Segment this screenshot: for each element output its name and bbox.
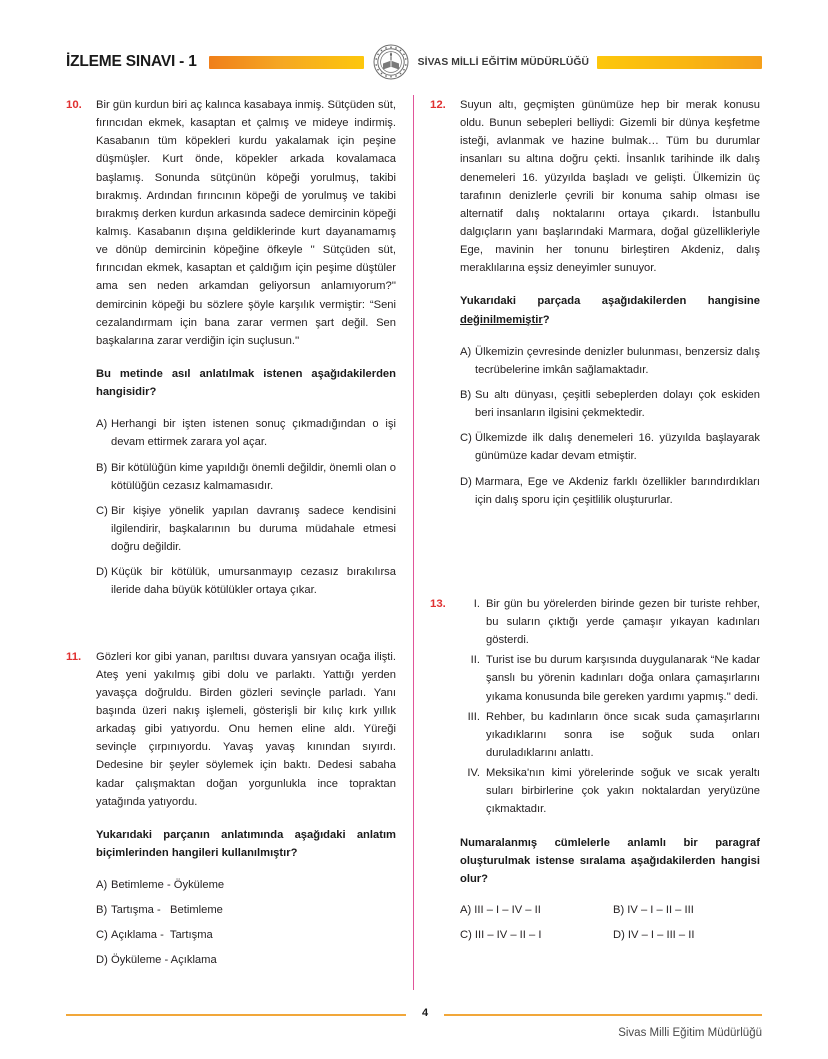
option-c-letter: C) [96, 504, 108, 517]
left-column [66, 96, 396, 970]
option-d-text: Öyküleme - Açıklama [111, 954, 217, 967]
option-b-letter: B) [460, 388, 472, 401]
question-12-stem-suffix: ? [542, 313, 550, 326]
right-column [430, 96, 760, 944]
question-11-stem: Yukarıdaki parçanın anlatımında aşağıdaki anlatım biçimlerinden hangileri kullanılmıştır? [96, 828, 396, 859]
option-d-text: Marmara, Ege ve Akdeniz farklı özellikler barındırdıkları için dalış sporu için çeşitlilik oluştururlar. [475, 475, 760, 506]
question-10-options [96, 415, 396, 599]
question-13-options [460, 902, 760, 944]
option-d[interactable] [96, 951, 396, 969]
option-b-text: Tartışma - Betimleme [111, 904, 223, 917]
page-header [66, 42, 762, 82]
footer-rule-right [444, 1014, 762, 1016]
roman-label-iii: III. [467, 710, 480, 723]
option-a[interactable] [96, 876, 396, 894]
option-d-text: Küçük bir kötülük, umursanmayıp cezasız bırakılırsa ileride daha büyük kötülükler ortaya çıkar. [111, 566, 396, 597]
option-b-letter: B) [96, 904, 108, 917]
option-b[interactable] [96, 459, 396, 495]
question-12-passage: Suyun altı, geçmişten günümüze hep bir merak konusu oldu. Bunun sebepleri belliydi: Gizemli bir dünya keşfetme isteği, avlanmak ve hazine bulmak… Tüm bu durumlar insanları su altına doğru çekti. İnsanlık tarihinde ilk dalış denemeleri 16. yüzyılda başladı ve gelişti. Ülkemizin üç tarafının denizlerle çevrili bir konuma sahip olması ise alternatif dalış noktalarını ortaya çıkardı. İstanbullu dalgıçların yanı başlarındaki Marmara, doğal güzellikleriyle Ege, mavinin her tonunu birleştiren Akdeniz, dalış meraklılarına eşsiz deneyimler sunuyor. [460, 99, 760, 275]
option-d-letter: D) [96, 954, 108, 967]
option-c[interactable] [96, 502, 396, 556]
question-10-passage: Bir gün kurdun biri aç kalınca kasabaya inmiş. Sütçüden süt, fırıncıdan ekmek, kasaptan et çalmış ve mideye indirmiş. Kasabanın tüm köpekleri kurdu yakalamak için peşine düşmüşler. Kurt önde, köpekler arkada kovalamaca başlamış. Sonunda sütçünün köpeği yorulmuş, takibi bırakmış. Ardından fırıncının köpeği de yorulmuş ve takibi bırakmış derken kurdun arkasında sadece demircinin köpeği kalmış. Kasabanın dışına geldiklerinde kurt dayanamamış ve dönüp demircinin köpeğine öfkeyle '' Sütçüden süt, fırıncıdan ekmek, kasaptan et çaldığım için peşime düştüler ama sen neden arkamdan geliyorsun anlamıyorum?'' demircinin köpeği bu sözlere şöyle karşılık vermiştir: “Seni cezalandırmam için bana zarar vermen şart değil. Sen başkalarına zarar verdiğin için suçlusun.'' [96, 99, 396, 347]
option-b-text: Su altı dünyası, çeşitli sebeplerden dolayı çok eskiden beri insanların ilgisini çekmektedir. [475, 388, 760, 420]
roman-label-ii: II. [470, 654, 480, 667]
roman-text-ii: Turist ise bu durum karşısında duygulanarak “Ne kadar şanslı bu yörenin kadınları doğa onlara çamaşırlarını yıkama konusunda bile gereken yardımı yapmış.'' dedi. [486, 654, 760, 703]
option-b[interactable]: B) IV – I – II – III [613, 903, 694, 916]
question-13-stem: Numaralanmış cümlelerle anlamlı bir paragraf oluşturulmak istense sıralama aşağıdakilerden hangisi olur? [460, 836, 760, 885]
option-a[interactable] [460, 343, 760, 379]
footer-rule-left [66, 1014, 406, 1016]
option-a-text: Ülkemizin çevresinde denizler bulunması, benzersiz dalış tecrübelerine imkân sağlamaktadır. [475, 345, 760, 376]
option-b[interactable] [460, 386, 760, 422]
question-12-options [460, 343, 760, 509]
option-a-letter: A) [96, 418, 108, 431]
header-gradient-bar-left [209, 56, 364, 69]
page-number: 4 [421, 1007, 429, 1019]
question-10 [66, 96, 396, 600]
option-b[interactable] [96, 901, 396, 919]
option-a-letter: A) [96, 879, 108, 892]
list-item [460, 708, 760, 762]
meb-emblem-logo-icon [368, 44, 414, 80]
option-c-text: Ülkemizde ilk dalış denemeleri 16. yüzyılda başlayarak günümüze kadar devam etmiştir. [475, 432, 760, 463]
header-gradient-bar-right [597, 56, 762, 69]
option-a[interactable] [96, 415, 396, 451]
option-c-letter: C) [96, 929, 108, 942]
list-item [460, 595, 760, 649]
question-10-stem: Bu metinde asıl anlatılmak istenen aşağıdakilerden hangisidir? [96, 367, 396, 399]
roman-text-iii: Rehber, bu kadınların önce sıcak suda çamaşırlarını yıkadıklarını sonra ise soğuk suda onları duruladıklarını anlattı. [486, 710, 760, 759]
question-11-options [96, 876, 396, 970]
option-a-letter: A) [460, 345, 472, 358]
option-d[interactable] [96, 563, 396, 599]
option-c-text: Bir kişiye yönelik yapılan davranış sadece kendisini ilgilendirir, başkalarının bu duruma müdahale etmesi doğru değildir. [111, 504, 396, 554]
page-footer [66, 1007, 762, 1047]
option-d[interactable] [460, 473, 760, 509]
ministry-label: SİVAS MİLLİ EĞİTİM MÜDÜRLÜĞÜ [417, 56, 590, 68]
question-12-stem-prefix: Yukarıdaki parçada aşağıdakilerden hangisine [460, 295, 760, 308]
exam-title: İZLEME SINAVI - 1 [66, 53, 197, 70]
option-c-letter: C) [460, 432, 472, 445]
option-c-text: Açıklama - Tartışma [111, 929, 213, 942]
option-d[interactable]: D) IV – I – III – II [613, 928, 695, 941]
list-item [460, 651, 760, 705]
option-c[interactable] [96, 926, 396, 944]
list-item [460, 764, 760, 818]
footer-organization-label: Sivas Milli Eğitim Müdürlüğü [618, 1027, 762, 1039]
question-11-number: 11. [66, 650, 82, 663]
question-12-number: 12. [430, 99, 446, 111]
question-13-numbered-sentences [460, 595, 760, 819]
option-b-text: Bir kötülüğün kime yapıldığı önemli değildir, önemli olan o kötülüğün cezasız kalmamasıdır. [111, 461, 396, 492]
option-d-letter: D) [460, 475, 472, 488]
question-11 [66, 648, 396, 970]
option-a-text: Herhangi bir işten istenen sonuç çıkmadığından o işi devam ettirmek zarara yol açar. [111, 418, 396, 449]
option-b-letter: B) [96, 461, 108, 474]
question-12-stem-underlined: değinilmemiştir [460, 313, 543, 326]
question-12-stem [460, 292, 760, 328]
roman-label-i: I. [473, 597, 480, 610]
option-c[interactable] [460, 429, 760, 465]
question-13 [430, 595, 760, 944]
question-13-number: 13. [430, 597, 446, 610]
option-a-text: Betimleme - Öyküleme [111, 879, 225, 892]
question-11-passage: Gözleri kor gibi yanan, parıltısı duvara yansıyan ocağa ilişti. Ateş yeni yakılmış gibi dolu ve parlaktı. Yattığı yerden yavaşça doğruldu. Birden gözleri sevinçle parladı. Yanı başında üzeri nakış işlemeli, gösterişli bir kılıç kırk yıllık arkadaş gibi yatıyordu. Onu hemen eline aldı. Yüreği sevinçle çırpınıyordu. Yavaş yavaş kınından sıyırdı. Dedesine bir şeyler söylemek için baktı. Dedesi sabaha kadar çalışmaktan doğan yorgunlukla ince topraktan yatağında yatıyordu. [96, 650, 396, 808]
roman-label-iv: IV. [467, 767, 480, 780]
question-10-number: 10. [66, 99, 82, 111]
column-divider [413, 95, 414, 990]
roman-text-i: Bir gün bu yörelerden birinde gezen bir turiste rehber, bu suların çıktığı yerde çamaşır yıkayan kadınları gösterdi. [486, 597, 760, 647]
option-c[interactable]: C) III – IV – II – I [460, 928, 542, 941]
roman-text-iv: Meksika'nın kimi yörelerinde soğuk ve sıcak yeraltı suları birbirlerine çok yakın noktalardan yeryüzüne çıkmaktadır. [486, 767, 760, 816]
option-d-letter: D) [96, 566, 108, 579]
question-12 [430, 96, 760, 509]
option-a[interactable]: A) III – I – IV – II [460, 903, 541, 916]
